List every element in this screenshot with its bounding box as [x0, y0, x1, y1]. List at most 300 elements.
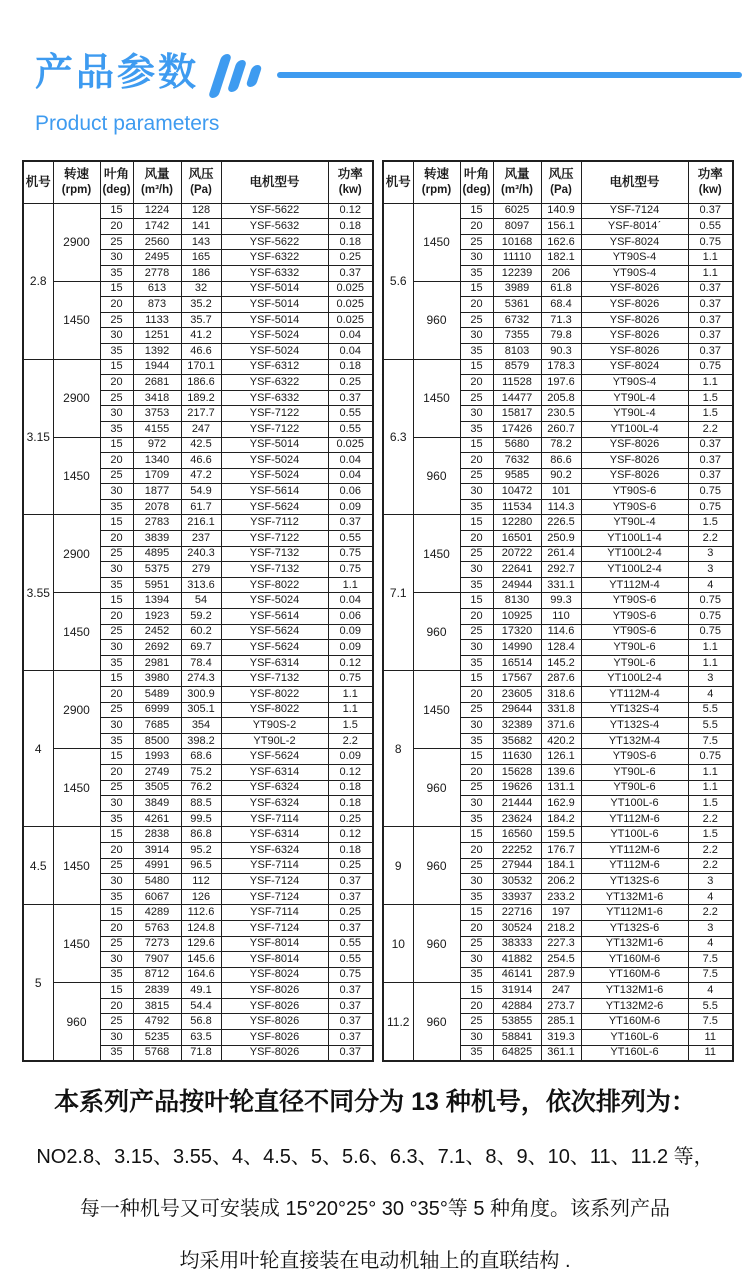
rpm-cell: 1450 [53, 593, 100, 671]
motor-cell: YSF-8026 [581, 453, 688, 469]
angle-cell: 30 [460, 718, 493, 734]
pressure-cell: 331.8 [541, 702, 581, 718]
power-cell: 0.37 [328, 515, 373, 531]
airflow-cell: 4261 [133, 811, 181, 827]
pressure-cell: 143 [181, 234, 221, 250]
power-cell: 0.12 [328, 764, 373, 780]
power-cell: 0.18 [328, 796, 373, 812]
motor-cell: YT90S-6 [581, 624, 688, 640]
angle-cell: 25 [100, 936, 133, 952]
airflow-cell: 23605 [493, 687, 541, 703]
pressure-cell: 287.9 [541, 967, 581, 983]
rpm-cell: 960 [413, 437, 460, 515]
motor-cell: YT100L1-4 [581, 531, 688, 547]
power-cell: 0.18 [328, 780, 373, 796]
pressure-cell: 274.3 [181, 671, 221, 687]
airflow-cell: 6732 [493, 312, 541, 328]
power-cell: 0.12 [328, 655, 373, 671]
power-cell: 0.25 [328, 375, 373, 391]
power-cell: 4 [688, 577, 733, 593]
angle-cell: 15 [460, 671, 493, 687]
pressure-cell: 186.6 [181, 375, 221, 391]
motor-cell: YSF-7124 [581, 203, 688, 219]
airflow-cell: 14990 [493, 640, 541, 656]
table-row [383, 515, 733, 531]
airflow-cell: 11630 [493, 749, 541, 765]
motor-cell: YT160M-6 [581, 1014, 688, 1030]
power-cell: 3 [688, 546, 733, 562]
airflow-cell: 5951 [133, 577, 181, 593]
angle-cell: 30 [100, 484, 133, 500]
power-cell: 0.025 [328, 297, 373, 313]
angle-cell: 25 [460, 234, 493, 250]
table-row [23, 203, 373, 219]
power-cell: 0.18 [328, 842, 373, 858]
airflow-cell: 5680 [493, 437, 541, 453]
airflow-cell: 4155 [133, 421, 181, 437]
pressure-cell: 305.1 [181, 702, 221, 718]
motor-cell: YSF-7114 [221, 858, 328, 874]
pressure-cell: 300.9 [181, 687, 221, 703]
power-cell: 1.1 [688, 655, 733, 671]
power-cell: 2.2 [688, 531, 733, 547]
motor-cell: YSF-5024 [221, 453, 328, 469]
angle-cell: 25 [100, 312, 133, 328]
power-cell: 0.06 [328, 609, 373, 625]
airflow-cell: 3418 [133, 390, 181, 406]
motor-cell: YSF-8026 [221, 998, 328, 1014]
angle-cell: 35 [100, 343, 133, 359]
motor-cell: YT100L2-4 [581, 546, 688, 562]
column-header: 功率 (kw) [328, 161, 373, 203]
airflow-cell: 3849 [133, 796, 181, 812]
motor-cell: YT100L-6 [581, 827, 688, 843]
angle-cell: 20 [460, 219, 493, 235]
pressure-cell: 88.5 [181, 796, 221, 812]
airflow-cell: 11110 [493, 250, 541, 266]
angle-cell: 35 [460, 811, 493, 827]
pressure-cell: 250.9 [541, 531, 581, 547]
angle-cell: 25 [100, 702, 133, 718]
airflow-cell: 7355 [493, 328, 541, 344]
angle-cell: 20 [460, 920, 493, 936]
pressure-cell: 49.1 [181, 983, 221, 999]
power-cell: 7.5 [688, 733, 733, 749]
power-cell: 0.04 [328, 343, 373, 359]
motor-cell: YT160L-6 [581, 1030, 688, 1046]
pressure-cell: 68.6 [181, 749, 221, 765]
airflow-cell: 41882 [493, 952, 541, 968]
motor-cell: YSF-7122 [221, 421, 328, 437]
model-cell: 5 [23, 905, 53, 1061]
power-cell: 0.04 [328, 593, 373, 609]
motor-cell: YSF-5024 [221, 593, 328, 609]
angle-cell: 35 [460, 265, 493, 281]
power-cell: 0.12 [328, 827, 373, 843]
motor-cell: YT112M-6 [581, 811, 688, 827]
power-cell: 7.5 [688, 1014, 733, 1030]
pressure-cell: 99.5 [181, 811, 221, 827]
rpm-cell: 1450 [413, 203, 460, 281]
angle-cell: 15 [460, 593, 493, 609]
table-row [383, 671, 733, 687]
motor-cell: YT160M-6 [581, 967, 688, 983]
airflow-cell: 7632 [493, 453, 541, 469]
table-row [23, 827, 373, 843]
angle-cell: 30 [100, 952, 133, 968]
power-cell: 0.06 [328, 484, 373, 500]
column-header: 叶角 (deg) [100, 161, 133, 203]
motor-cell: YSF-7122 [221, 531, 328, 547]
airflow-cell: 10168 [493, 234, 541, 250]
airflow-cell: 2495 [133, 250, 181, 266]
airflow-cell: 1394 [133, 593, 181, 609]
angle-cell: 20 [460, 609, 493, 625]
parameter-tables [0, 160, 750, 1062]
power-cell: 0.75 [328, 562, 373, 578]
airflow-cell: 5361 [493, 297, 541, 313]
airflow-cell: 1877 [133, 484, 181, 500]
pressure-cell: 279 [181, 562, 221, 578]
angle-cell: 35 [460, 499, 493, 515]
power-cell: 4 [688, 936, 733, 952]
power-cell: 3 [688, 874, 733, 890]
airflow-cell: 30524 [493, 920, 541, 936]
power-cell: 0.04 [328, 468, 373, 484]
power-cell: 1.1 [328, 702, 373, 718]
angle-cell: 30 [460, 562, 493, 578]
column-header: 风压 (Pa) [181, 161, 221, 203]
rpm-cell: 960 [413, 827, 460, 905]
motor-cell: YSF-7132 [221, 562, 328, 578]
power-cell: 0.37 [688, 343, 733, 359]
power-cell: 0.04 [328, 453, 373, 469]
pressure-cell: 420.2 [541, 733, 581, 749]
airflow-cell: 2560 [133, 234, 181, 250]
airflow-cell: 22641 [493, 562, 541, 578]
pressure-cell: 227.3 [541, 936, 581, 952]
angle-cell: 35 [100, 733, 133, 749]
power-cell: 5.5 [688, 718, 733, 734]
power-cell: 0.55 [328, 531, 373, 547]
pressure-cell: 206.2 [541, 874, 581, 890]
motor-cell: YT90S-6 [581, 499, 688, 515]
pressure-cell: 159.5 [541, 827, 581, 843]
airflow-cell: 1993 [133, 749, 181, 765]
airflow-cell: 5235 [133, 1030, 181, 1046]
power-cell: 0.37 [688, 281, 733, 297]
airflow-cell: 873 [133, 297, 181, 313]
angle-cell: 15 [460, 203, 493, 219]
rpm-cell: 1450 [53, 749, 100, 827]
angle-cell: 25 [460, 936, 493, 952]
motor-cell: YT132S-4 [581, 702, 688, 718]
airflow-cell: 2839 [133, 983, 181, 999]
angle-cell: 20 [100, 297, 133, 313]
motor-cell: YT112M-6 [581, 858, 688, 874]
airflow-cell: 27944 [493, 858, 541, 874]
airflow-cell: 29644 [493, 702, 541, 718]
power-cell: 0.25 [328, 858, 373, 874]
airflow-cell: 3505 [133, 780, 181, 796]
angle-cell: 25 [100, 624, 133, 640]
airflow-cell: 64825 [493, 1045, 541, 1061]
airflow-cell: 1340 [133, 453, 181, 469]
motor-cell: YSF-6314 [221, 764, 328, 780]
rpm-cell: 1450 [413, 671, 460, 749]
angle-cell: 35 [100, 421, 133, 437]
pressure-cell: 54.9 [181, 484, 221, 500]
angle-cell: 25 [100, 780, 133, 796]
airflow-cell: 2778 [133, 265, 181, 281]
angle-cell: 20 [460, 531, 493, 547]
angle-cell: 35 [460, 343, 493, 359]
pressure-cell: 186 [181, 265, 221, 281]
angle-cell: 35 [460, 655, 493, 671]
rpm-cell: 960 [53, 983, 100, 1061]
power-cell: 0.75 [688, 499, 733, 515]
power-cell: 5.5 [688, 702, 733, 718]
angle-cell: 20 [460, 764, 493, 780]
airflow-cell: 31914 [493, 983, 541, 999]
angle-cell: 20 [100, 219, 133, 235]
power-cell: 11 [688, 1045, 733, 1061]
page-header [0, 0, 750, 135]
angle-cell: 25 [460, 624, 493, 640]
motor-cell: YSF-7124 [221, 889, 328, 905]
power-cell: 0.37 [688, 328, 733, 344]
angle-cell: 35 [460, 889, 493, 905]
power-cell: 0.18 [328, 359, 373, 375]
airflow-cell: 53855 [493, 1014, 541, 1030]
airflow-cell: 1944 [133, 359, 181, 375]
motor-cell: YSF-7122 [221, 406, 328, 422]
angle-cell: 15 [460, 437, 493, 453]
motor-cell: YT90S-2 [221, 718, 328, 734]
power-cell: 0.75 [328, 671, 373, 687]
power-cell: 0.37 [688, 312, 733, 328]
motor-cell: YT112M-6 [581, 842, 688, 858]
motor-cell: YSF-7114 [221, 905, 328, 921]
motor-cell: YSF-6332 [221, 265, 328, 281]
power-cell: 2.2 [688, 811, 733, 827]
rpm-cell: 960 [413, 281, 460, 359]
angle-cell: 20 [100, 609, 133, 625]
airflow-cell: 16501 [493, 531, 541, 547]
airflow-cell: 3839 [133, 531, 181, 547]
airflow-cell: 2749 [133, 764, 181, 780]
power-cell: 7.5 [688, 952, 733, 968]
airflow-cell: 8130 [493, 593, 541, 609]
airflow-cell: 4792 [133, 1014, 181, 1030]
power-cell: 0.55 [328, 936, 373, 952]
airflow-cell: 16514 [493, 655, 541, 671]
airflow-cell: 972 [133, 437, 181, 453]
pressure-cell: 35.2 [181, 297, 221, 313]
pressure-cell: 189.2 [181, 390, 221, 406]
power-cell: 0.75 [688, 624, 733, 640]
pressure-cell: 112 [181, 874, 221, 890]
angle-cell: 35 [100, 655, 133, 671]
table-row [23, 281, 373, 297]
table-row [23, 671, 373, 687]
pressure-cell: 145.6 [181, 952, 221, 968]
pressure-cell: 261.4 [541, 546, 581, 562]
angle-cell: 15 [100, 827, 133, 843]
power-cell: 4 [688, 889, 733, 905]
pressure-cell: 371.6 [541, 718, 581, 734]
angle-cell: 30 [100, 562, 133, 578]
power-cell: 0.75 [328, 546, 373, 562]
pressure-cell: 216.1 [181, 515, 221, 531]
power-cell: 0.025 [328, 281, 373, 297]
pressure-cell: 96.5 [181, 858, 221, 874]
footer-line: 每一种机号又可安装成 15°20°25° 30 °35°等 5 种角度。该系列产品 [79, 1198, 671, 1221]
airflow-cell: 11534 [493, 499, 541, 515]
pressure-cell: 61.8 [541, 281, 581, 297]
power-cell: 2.2 [328, 733, 373, 749]
angle-cell: 20 [460, 687, 493, 703]
pressure-cell: 361.1 [541, 1045, 581, 1061]
motor-cell: YT90L-6 [581, 640, 688, 656]
power-cell: 0.25 [328, 250, 373, 266]
angle-cell: 20 [460, 375, 493, 391]
pressure-cell: 156.1 [541, 219, 581, 235]
pressure-cell: 145.2 [541, 655, 581, 671]
airflow-cell: 58841 [493, 1030, 541, 1046]
angle-cell: 30 [460, 328, 493, 344]
airflow-cell: 8103 [493, 343, 541, 359]
airflow-cell: 2838 [133, 827, 181, 843]
angle-cell: 25 [460, 546, 493, 562]
motor-cell: YT90L-6 [581, 655, 688, 671]
pressure-cell: 197.6 [541, 375, 581, 391]
angle-cell: 35 [460, 733, 493, 749]
angle-cell: 25 [460, 858, 493, 874]
rpm-cell: 2900 [53, 359, 100, 437]
motor-cell: YSF-8026 [221, 1014, 328, 1030]
airflow-cell: 42884 [493, 998, 541, 1014]
pressure-cell: 99.3 [541, 593, 581, 609]
angle-cell: 15 [100, 437, 133, 453]
airflow-cell: 2981 [133, 655, 181, 671]
motor-cell: YSF-7114 [221, 811, 328, 827]
pressure-cell: 184.1 [541, 858, 581, 874]
angle-cell: 15 [100, 593, 133, 609]
motor-cell: YSF-5014 [221, 312, 328, 328]
table-row [23, 749, 373, 765]
pressure-cell: 354 [181, 718, 221, 734]
airflow-cell: 19626 [493, 780, 541, 796]
motor-cell: YSF-7124 [221, 874, 328, 890]
power-cell: 0.25 [328, 905, 373, 921]
angle-cell: 25 [100, 234, 133, 250]
power-cell: 1.1 [328, 687, 373, 703]
angle-cell: 20 [100, 920, 133, 936]
power-cell: 0.025 [328, 437, 373, 453]
motor-cell: YSF-8026 [221, 1030, 328, 1046]
angle-cell: 35 [100, 1045, 133, 1061]
power-cell: 0.09 [328, 640, 373, 656]
airflow-cell: 9585 [493, 468, 541, 484]
pressure-cell: 233.2 [541, 889, 581, 905]
model-cell: 2.8 [23, 203, 53, 359]
model-cell: 6.3 [383, 359, 413, 515]
pressure-cell: 139.6 [541, 764, 581, 780]
power-cell: 3 [688, 920, 733, 936]
pressure-cell: 63.5 [181, 1030, 221, 1046]
motor-cell: YSF-8026 [581, 343, 688, 359]
model-cell: 8 [383, 671, 413, 827]
angle-cell: 30 [100, 718, 133, 734]
angle-cell: 25 [460, 780, 493, 796]
pressure-cell: 60.2 [181, 624, 221, 640]
airflow-cell: 3914 [133, 842, 181, 858]
pressure-cell: 285.1 [541, 1014, 581, 1030]
power-cell: 1.1 [688, 780, 733, 796]
motor-cell: YT90S-4 [581, 250, 688, 266]
pressure-cell: 292.7 [541, 562, 581, 578]
pressure-cell: 131.1 [541, 780, 581, 796]
slashes-icon [215, 54, 259, 98]
title-divider-line [277, 72, 742, 78]
airflow-cell: 8097 [493, 219, 541, 235]
angle-cell: 15 [100, 671, 133, 687]
table-row [383, 437, 733, 453]
table-row [23, 593, 373, 609]
airflow-cell: 4895 [133, 546, 181, 562]
angle-cell: 20 [100, 764, 133, 780]
power-cell: 1.5 [328, 718, 373, 734]
motor-cell: YSF-6314 [221, 655, 328, 671]
motor-cell: YSF-6322 [221, 375, 328, 391]
angle-cell: 30 [460, 250, 493, 266]
airflow-cell: 5375 [133, 562, 181, 578]
spec-table-right [382, 160, 734, 1062]
angle-cell: 35 [460, 967, 493, 983]
angle-cell: 20 [100, 453, 133, 469]
airflow-cell: 3980 [133, 671, 181, 687]
airflow-cell: 2078 [133, 499, 181, 515]
power-cell: 1.1 [688, 375, 733, 391]
rpm-cell: 2900 [53, 515, 100, 593]
angle-cell: 15 [460, 827, 493, 843]
power-cell: 0.37 [328, 390, 373, 406]
model-cell: 7.1 [383, 515, 413, 671]
power-cell: 0.55 [328, 406, 373, 422]
motor-cell: YT132S-4 [581, 718, 688, 734]
pressure-cell: 254.5 [541, 952, 581, 968]
pressure-cell: 112.6 [181, 905, 221, 921]
rpm-cell: 1450 [413, 515, 460, 593]
motor-cell: YT132M2-6 [581, 998, 688, 1014]
page-subtitle: Product parameters [35, 112, 220, 135]
power-cell: 0.75 [688, 593, 733, 609]
motor-cell: YT160L-6 [581, 1045, 688, 1061]
rpm-cell: 960 [413, 983, 460, 1061]
angle-cell: 15 [460, 983, 493, 999]
model-cell: 4.5 [23, 827, 53, 905]
pressure-cell: 240.3 [181, 546, 221, 562]
airflow-cell: 17567 [493, 671, 541, 687]
airflow-cell: 1251 [133, 328, 181, 344]
motor-cell: YSF-7132 [221, 671, 328, 687]
angle-cell: 20 [100, 375, 133, 391]
table-row [383, 281, 733, 297]
motor-cell: YSF-8026 [581, 281, 688, 297]
slash-bar-icon [227, 60, 247, 92]
power-cell: 1.1 [688, 250, 733, 266]
